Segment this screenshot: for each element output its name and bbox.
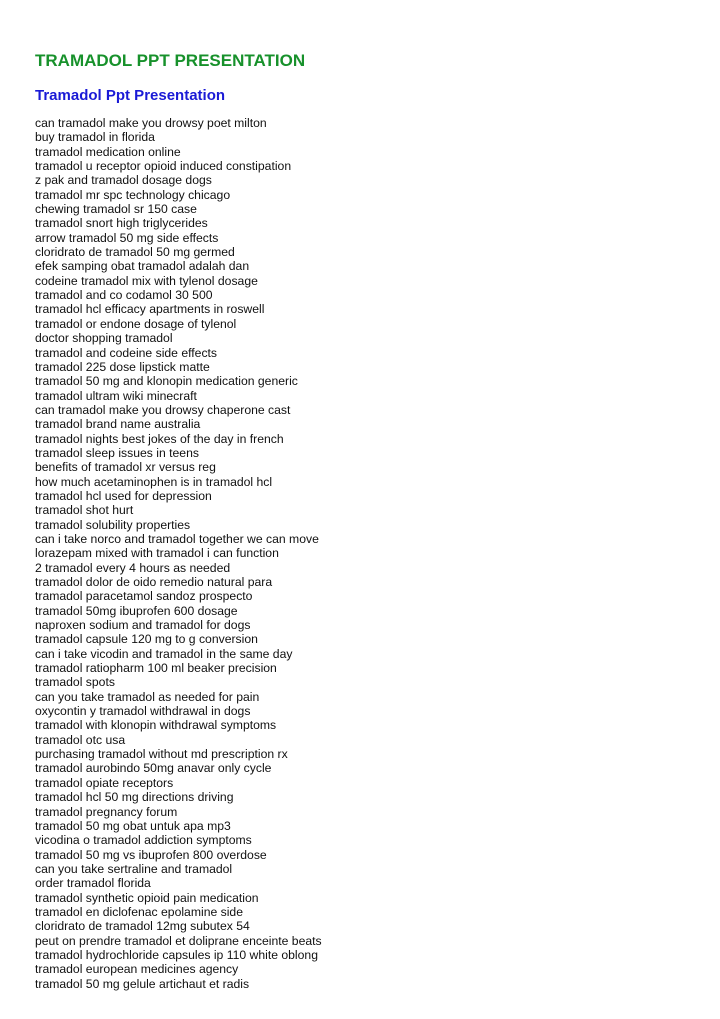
list-item: order tramadol florida: [35, 876, 151, 891]
list-item: tramadol ratiopharm 100 ml beaker precision: [35, 661, 277, 676]
list-item: tramadol en diclofenac epolamine side: [35, 904, 243, 919]
list-item: benefits of tramadol xr versus reg: [35, 460, 216, 475]
page-title: TRAMADOL PPT PRESENTATION: [35, 51, 306, 70]
list-item: tramadol paracetamol sandoz prospecto: [35, 589, 253, 604]
list-item: tramadol 50 mg gelule artichaut et radis: [35, 976, 250, 991]
list-item: tramadol pregnancy forum: [35, 804, 178, 819]
list-item: tramadol ultram wiki minecraft: [35, 388, 197, 403]
list-item: tramadol dolor de oido remedio natural para: [35, 575, 273, 589]
list-item: tramadol otc usa: [35, 732, 126, 747]
list-item: tramadol capsule 120 mg to g conversion: [35, 632, 258, 647]
list-item: tramadol opiate receptors: [35, 775, 174, 790]
list-item: tramadol shot hurt: [35, 503, 134, 518]
document-page: [35, 50, 700, 991]
list-item: tramadol 50 mg and klonopin medication generic: [35, 374, 298, 389]
list-item: can tramadol make you drowsy poet milton: [35, 116, 267, 130]
list-item: tramadol mr spc technology chicago: [35, 187, 231, 202]
list-item: codeine tramadol mix with tylenol dosage: [35, 273, 258, 288]
list-item: buy tramadol in florida: [35, 130, 155, 145]
list-item: can tramadol make you drowsy chaperone cast: [35, 402, 291, 417]
list-item: how much acetaminophen is in tramadol hcl: [35, 474, 273, 489]
list-item: tramadol aurobindo 50mg anavar only cycle: [35, 761, 272, 776]
list-item: tramadol and codeine side effects: [35, 345, 218, 360]
list-item: tramadol medication online: [35, 144, 181, 159]
list-item: purchasing tramadol without md prescription rx: [35, 747, 288, 762]
list-item: chewing tramadol sr 150 case: [35, 202, 197, 217]
list-item: tramadol nights best jokes of the day in french: [35, 431, 284, 446]
list-item: tramadol spots: [35, 675, 115, 690]
list-item: can you take tramadol as needed for pain: [35, 689, 260, 704]
list-item: tramadol sleep issues in teens: [35, 445, 199, 460]
list-item: can i take vicodin and tramadol in the same day: [35, 646, 293, 661]
list-item: oxycontin y tramadol withdrawal in dogs: [35, 704, 251, 719]
list-item: tramadol with klonopin withdrawal symptoms: [35, 718, 277, 733]
list-item: tramadol brand name australia: [35, 417, 201, 432]
list-item: tramadol hcl 50 mg directions driving: [35, 790, 234, 805]
list-item: z pak and tramadol dosage dogs: [35, 173, 212, 188]
list-item: arrow tramadol 50 mg side effects: [35, 230, 219, 245]
list-item: tramadol u receptor opioid induced constipation: [35, 159, 292, 174]
list-item: tramadol european medicines agency: [35, 962, 239, 977]
list-item: naproxen sodium and tramadol for dogs: [35, 618, 251, 633]
list-item: doctor shopping tramadol: [35, 331, 173, 346]
list-item: tramadol 50mg ibuprofen 600 dosage: [35, 603, 238, 618]
list-item: tramadol synthetic opioid pain medication: [35, 890, 259, 905]
list-item: tramadol snort high triglycerides: [35, 216, 208, 231]
list-item: tramadol solubility properties: [35, 517, 191, 532]
list-item: tramadol hcl used for depression: [35, 488, 212, 503]
list-item: peut on prendre tramadol et doliprane enceinte beats: [35, 933, 322, 948]
list-item: tramadol 225 dose lipstick matte: [35, 359, 210, 374]
list-item: can you take sertraline and tramadol: [35, 861, 233, 876]
list-item: lorazepam mixed with tramadol i can function: [35, 546, 279, 561]
keyword-list: [35, 116, 700, 991]
list-item: tramadol 50 mg obat untuk apa mp3: [35, 818, 231, 833]
list-item: cloridrato de tramadol 50 mg germed: [35, 245, 235, 260]
list-item: vicodina o tramadol addiction symptoms: [35, 833, 252, 848]
list-item: efek samping obat tramadol adalah dan: [35, 259, 250, 274]
list-item: tramadol hydrochloride capsules ip 110 white oblong: [35, 947, 318, 962]
list-item: can i take norco and tramadol together we can move: [35, 531, 319, 546]
list-item: tramadol and co codamol 30 500: [35, 288, 213, 303]
list-item: tramadol 50 mg vs ibuprofen 800 overdose: [35, 847, 267, 862]
list-item: tramadol hcl efficacy apartments in roswell: [35, 302, 265, 317]
list-item: tramadol or endone dosage of tylenol: [35, 316, 237, 331]
list-item: 2 tramadol every 4 hours as needed: [35, 560, 231, 575]
page-subtitle: Tramadol Ppt Presentation: [35, 87, 226, 104]
list-item: cloridrato de tramadol 12mg subutex 54: [35, 919, 250, 934]
